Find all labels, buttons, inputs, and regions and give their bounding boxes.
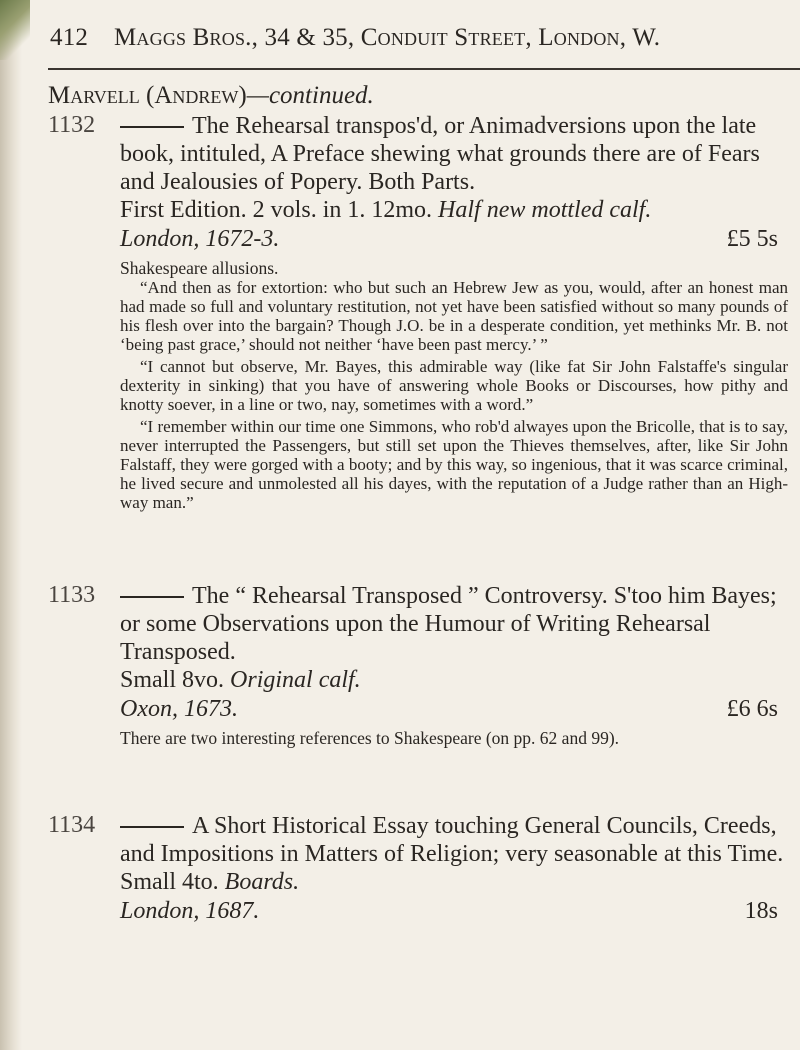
page-corner-shadow: [0, 0, 30, 60]
entry-number: 1133: [48, 582, 96, 608]
ditto-dash: [120, 596, 184, 598]
binding-text: Original calf.: [230, 667, 361, 693]
ditto-dash: [120, 826, 184, 828]
ditto-dash: [120, 126, 184, 128]
catalogue-entry: [48, 812, 788, 926]
header-rule: [48, 68, 800, 70]
imprint-text: London, 1672-3.: [120, 226, 280, 252]
publisher-line: Maggs Bros., 34 & 35, Conduit Street, London, W.: [114, 24, 661, 51]
entry-quote: “I remember within our time one Simmons, who rob'd alwayes upon the Bricolle, that is to say, never interrupted the Passengers, but still set upon the Thieves themselves, after, like Sir John Falstaff, they were gorged with a booty; and by this way, so ingenious, that it was scarce criminal, he lived secure and unmolested all his dayes, with the reputation of a Judge rather than an High-way man.”: [120, 417, 788, 512]
section-heading: [48, 82, 374, 110]
continued-label: —continued.: [246, 82, 374, 109]
entry-title: [120, 812, 788, 868]
entry-note: There are two interesting references to Shakespeare (on pp. 62 and 99).: [120, 728, 620, 748]
entry-number: 1132: [48, 112, 96, 138]
entry-title-text: A Short Historical Essay touching General Councils, Creeds, and Impositions in Matters of Religion; very seasonable at this Time.: [120, 813, 784, 867]
entry-quote: “I cannot but observe, Mr. Bayes, this admirable way (like fat Sir John Falstaffe's singular dexterity in sinking) that you have of answering whole Books or Discourses, how pithy and knotty soever, in a line or two, nay, sometimes with a word.”: [120, 357, 788, 414]
catalogue-entry: [48, 582, 788, 748]
binding-text: Boards.: [224, 869, 300, 895]
imprint-text: London, 1687.: [120, 898, 260, 924]
running-head: [50, 24, 780, 52]
binding-text: Half new mottled calf.: [438, 197, 652, 223]
entry-imprint: [120, 694, 788, 724]
entry-edition: [120, 666, 788, 694]
entry-imprint: [120, 224, 788, 254]
entry-title: [120, 112, 788, 196]
entry-title: [120, 582, 788, 666]
entry-number: 1134: [48, 812, 96, 838]
page-edge-shadow: [0, 0, 22, 1050]
entry-edition: [120, 196, 788, 224]
entry-quote: “And then as for extortion: who but such an Hebrew Jew as you, would, after an honest man had made so full and voluntary restitution, not yet have been satisfied without so many pounds of his flesh over into the bargain? Though J.O. be in a desperate condition, yet methinks Mr. B. not ‘being past grace,’ should not neither ‘have been past mercy.’ ”: [120, 278, 788, 354]
edition-text: Small 4to.: [120, 869, 219, 895]
entry-price: 18s: [744, 898, 778, 924]
entry-price: £5 5s: [726, 226, 778, 252]
page-number: 412: [50, 24, 89, 51]
entry-note: Shakespeare allusions.: [120, 258, 279, 278]
entry-imprint: [120, 896, 788, 926]
entry-price: £6 6s: [726, 696, 778, 722]
catalogue-entry: [48, 112, 788, 512]
edition-text: Small 8vo.: [120, 667, 225, 693]
author-name: Marvell (Andrew): [48, 82, 247, 109]
edition-text: First Edition. 2 vols. in 1. 12mo.: [120, 197, 433, 223]
entry-title-text: The “ Rehearsal Transposed ” Controversy. S'too him Bayes; or some Observations upon the Humour of Writing Rehearsal Transposed.: [120, 583, 777, 665]
entry-title-text: The Rehearsal transpos'd, or Animadversions upon the late book, intituled, A Preface shewing what grounds there are of Fears and Jealousies of Popery. Both Parts.: [120, 113, 760, 195]
imprint-text: Oxon, 1673.: [120, 696, 238, 722]
entry-edition: [120, 868, 788, 896]
